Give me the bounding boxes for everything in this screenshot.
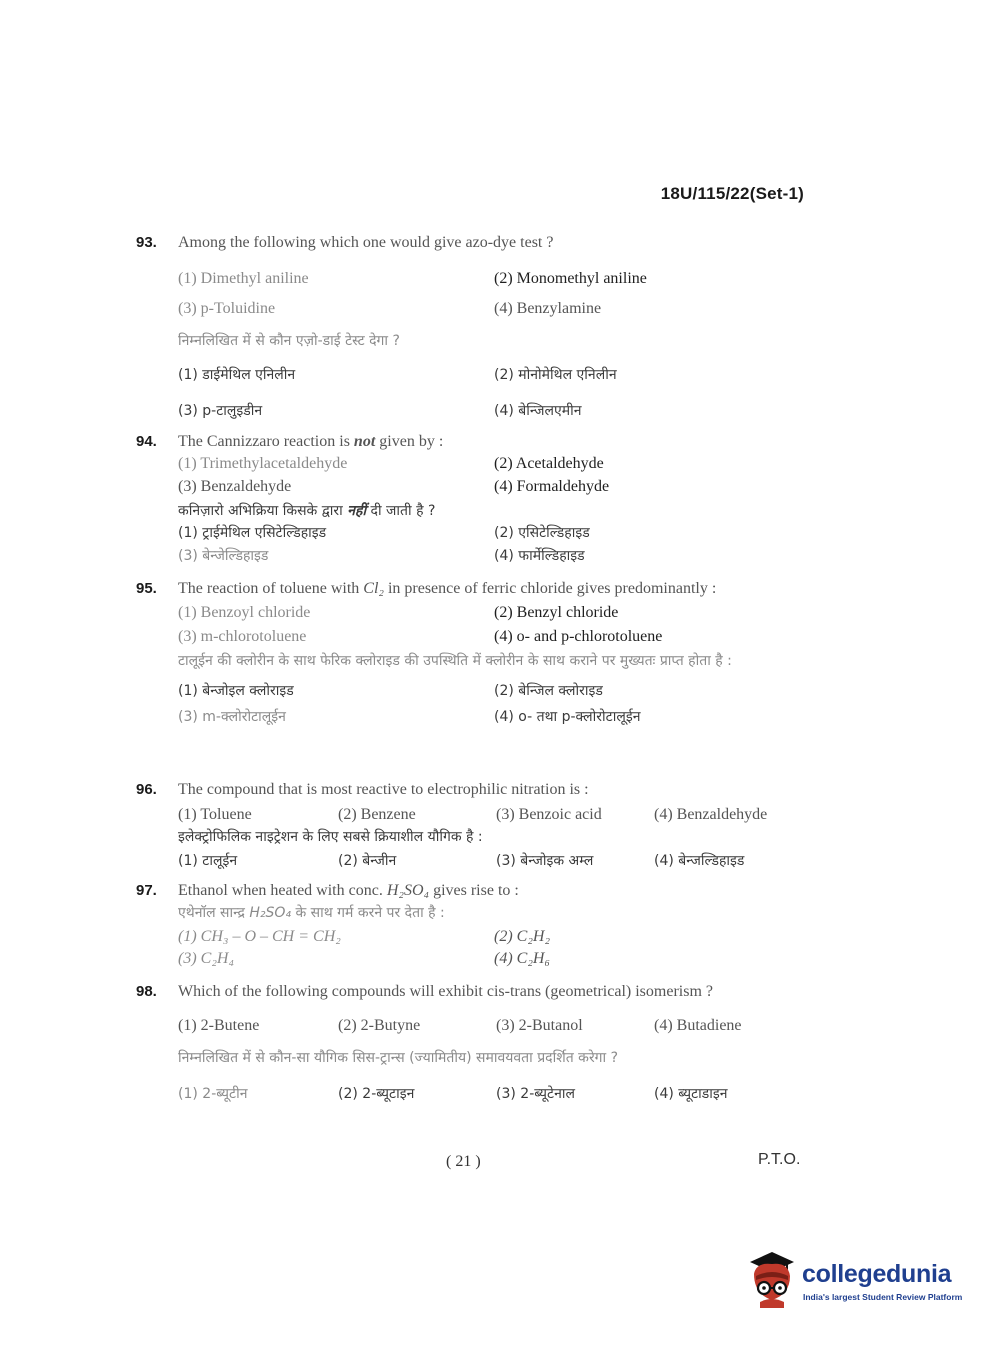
option-4: (4) Formaldehyde (494, 478, 610, 495)
pto-label: P.T.O. (758, 1151, 801, 1168)
option-3: (3) Benzaldehyde (178, 478, 292, 495)
question-text: The compound that is most reactive to electrophilic nitration is : (178, 781, 589, 798)
option-1: (1) Toluene (178, 806, 252, 823)
question-94 (136, 431, 806, 567)
option-2-hindi: (2) एसिटेल्डिहाइड (494, 525, 590, 541)
question-text: Which of the following compounds will exhibit cis-trans (geometrical) isomerism ? (178, 983, 713, 1000)
option-2-hindi: (2) बेन्जीन (338, 853, 397, 869)
options-hindi (178, 850, 806, 872)
option-2: (2) Acetaldehyde (494, 455, 604, 472)
question-98 (136, 981, 806, 1105)
options-hindi (178, 680, 806, 728)
page-number: ( 21 ) (446, 1153, 481, 1170)
formula-h2so4: H₂SO₄ (386, 882, 430, 899)
emphasis-not: not (353, 433, 376, 450)
option-4: (4) Benzylamine (494, 300, 602, 317)
question-text-hindi: निम्नलिखित में से कौन एज़ो-डाई टेस्ट देगा ? (178, 333, 400, 349)
logo-tagline: India's largest Student Review Platform (803, 1292, 963, 1302)
paper-code: 18U/115/22(Set-1) (660, 184, 804, 203)
option-2-hindi: (2) बेन्जिल क्लोराइड (494, 683, 603, 699)
options-hindi (178, 1083, 806, 1105)
question-number: 98. (136, 983, 157, 1000)
option-4: (4) Butadiene (654, 1017, 742, 1034)
options-english (178, 926, 806, 970)
option-3: (3) p-Toluidine (178, 300, 276, 317)
option-2: (2) Monomethyl aniline (494, 270, 647, 287)
mascot-icon (742, 1250, 800, 1308)
option-1-hindi: (1) डाईमेथिल एनिलीन (178, 367, 296, 383)
question-text-hindi: टालूईन की क्लोरीन के साथ फेरिक क्लोराइड की उपस्थिति में क्लोरीन के साथ कराने पर मुख्यतः प्राप्त होता है : (178, 653, 732, 669)
question-text: Ethanol when heated with conc. H₂SO₄ gives rise to : (178, 882, 519, 899)
option-2-hindi: (2) 2-ब्यूटाइन (338, 1086, 415, 1102)
question-96 (136, 779, 806, 872)
option-4-hindi: (4) बेन्जल्डिहाइड (654, 853, 745, 869)
option-1: (1) Trimethylacetaldehyde (178, 455, 348, 472)
option-3: (3) m-chlorotoluene (178, 628, 307, 645)
option-2: (2) Benzene (338, 806, 416, 823)
question-93 (136, 232, 806, 422)
option-4-hindi: (4) ब्यूटाडाइन (654, 1086, 728, 1102)
options-english (178, 602, 806, 648)
option-3-hindi: (3) बेन्जेल्डिहाइड (178, 548, 269, 564)
question-number: 93. (136, 234, 157, 251)
option-1-hindi: (1) टालूईन (178, 853, 238, 869)
option-3-hindi: (3) बेन्जोइक अम्ल (496, 853, 594, 869)
options-hindi (178, 522, 806, 567)
question-number: 97. (136, 882, 157, 899)
options-english (178, 453, 806, 498)
option-3-hindi: (3) m-क्लोरोटालूईन (178, 709, 286, 725)
option-4: (4) Benzaldehyde (654, 806, 768, 823)
option-1: (1) CH₃ – O – CH = CH₂ (178, 928, 341, 945)
option-1-hindi: (1) 2-ब्यूटीन (178, 1086, 248, 1102)
options-hindi (178, 364, 806, 422)
options-english (178, 804, 806, 826)
option-3-hindi: (3) p-टालुइडीन (178, 403, 263, 419)
option-4-hindi: (4) बेन्जिलएमीन (494, 403, 582, 419)
collegedunia-logo (742, 1250, 972, 1310)
question-text-hindi: एथेनॉल सान्द्र H₂SO₄ के साथ गर्म करने पर देता है : (178, 905, 445, 921)
formula-cl2: Cl₂ (363, 580, 384, 597)
option-1: (1) 2-Butene (178, 1017, 260, 1034)
option-1-hindi: (1) बेन्जोइल क्लोराइड (178, 683, 294, 699)
option-3: (3) Benzoic acid (496, 806, 602, 823)
option-3: (3) 2-Butanol (496, 1017, 583, 1034)
option-1: (1) Benzoyl chloride (178, 604, 311, 621)
question-text: The reaction of toluene with Cl₂ in presence of ferric chloride gives predominantly : (178, 580, 717, 597)
question-number: 95. (136, 580, 157, 597)
option-4: (4) C₂H₆ (494, 950, 551, 967)
formula-h2so4-hindi: H₂SO₄ (249, 905, 291, 921)
question-95 (136, 578, 806, 728)
question-text-hindi: कनिज़ारो अभिक्रिया किसके द्वारा नहीं दी जाती है ? (178, 503, 436, 519)
logo-name: collegedunia (802, 1260, 952, 1288)
emphasis-not-hindi: नहीं (347, 503, 367, 519)
option-1: (1) Dimethyl aniline (178, 270, 309, 287)
option-2: (2) 2-Butyne (338, 1017, 421, 1034)
options-english (178, 1015, 806, 1037)
option-3-hindi: (3) 2-ब्यूटेनाल (496, 1086, 575, 1102)
option-2: (2) C₂H₂ (494, 928, 551, 945)
question-number: 96. (136, 781, 157, 798)
question-text: The Cannizzaro reaction is not given by : (178, 433, 444, 450)
options-english (178, 268, 806, 320)
question-text: Among the following which one would give azo-dye test ? (178, 234, 554, 251)
question-text-hindi: इलेक्ट्रोफिलिक नाइट्रेशन के लिए सबसे क्रियाशील यौगिक है : (178, 829, 483, 845)
option-1-hindi: (1) ट्राईमेथिल एसिटेल्डिहाइड (178, 525, 327, 541)
question-number: 94. (136, 433, 157, 450)
question-97 (136, 880, 806, 970)
option-3: (3) C₂H₄ (178, 950, 235, 967)
question-text-hindi: निम्नलिखित में से कौन-सा यौगिक सिस-ट्रान्स (ज्यामितीय) समावयवता प्रदर्शित करेगा ? (178, 1050, 619, 1066)
option-4-hindi: (4) फार्मेल्डिहाइड (494, 548, 585, 564)
option-2-hindi: (2) मोनोमेथिल एनिलीन (494, 367, 617, 383)
option-4-hindi: (4) o- तथा p-क्लोरोटालूईन (494, 709, 641, 725)
option-2: (2) Benzyl chloride (494, 604, 619, 621)
option-4: (4) o- and p-chlorotoluene (494, 628, 663, 645)
